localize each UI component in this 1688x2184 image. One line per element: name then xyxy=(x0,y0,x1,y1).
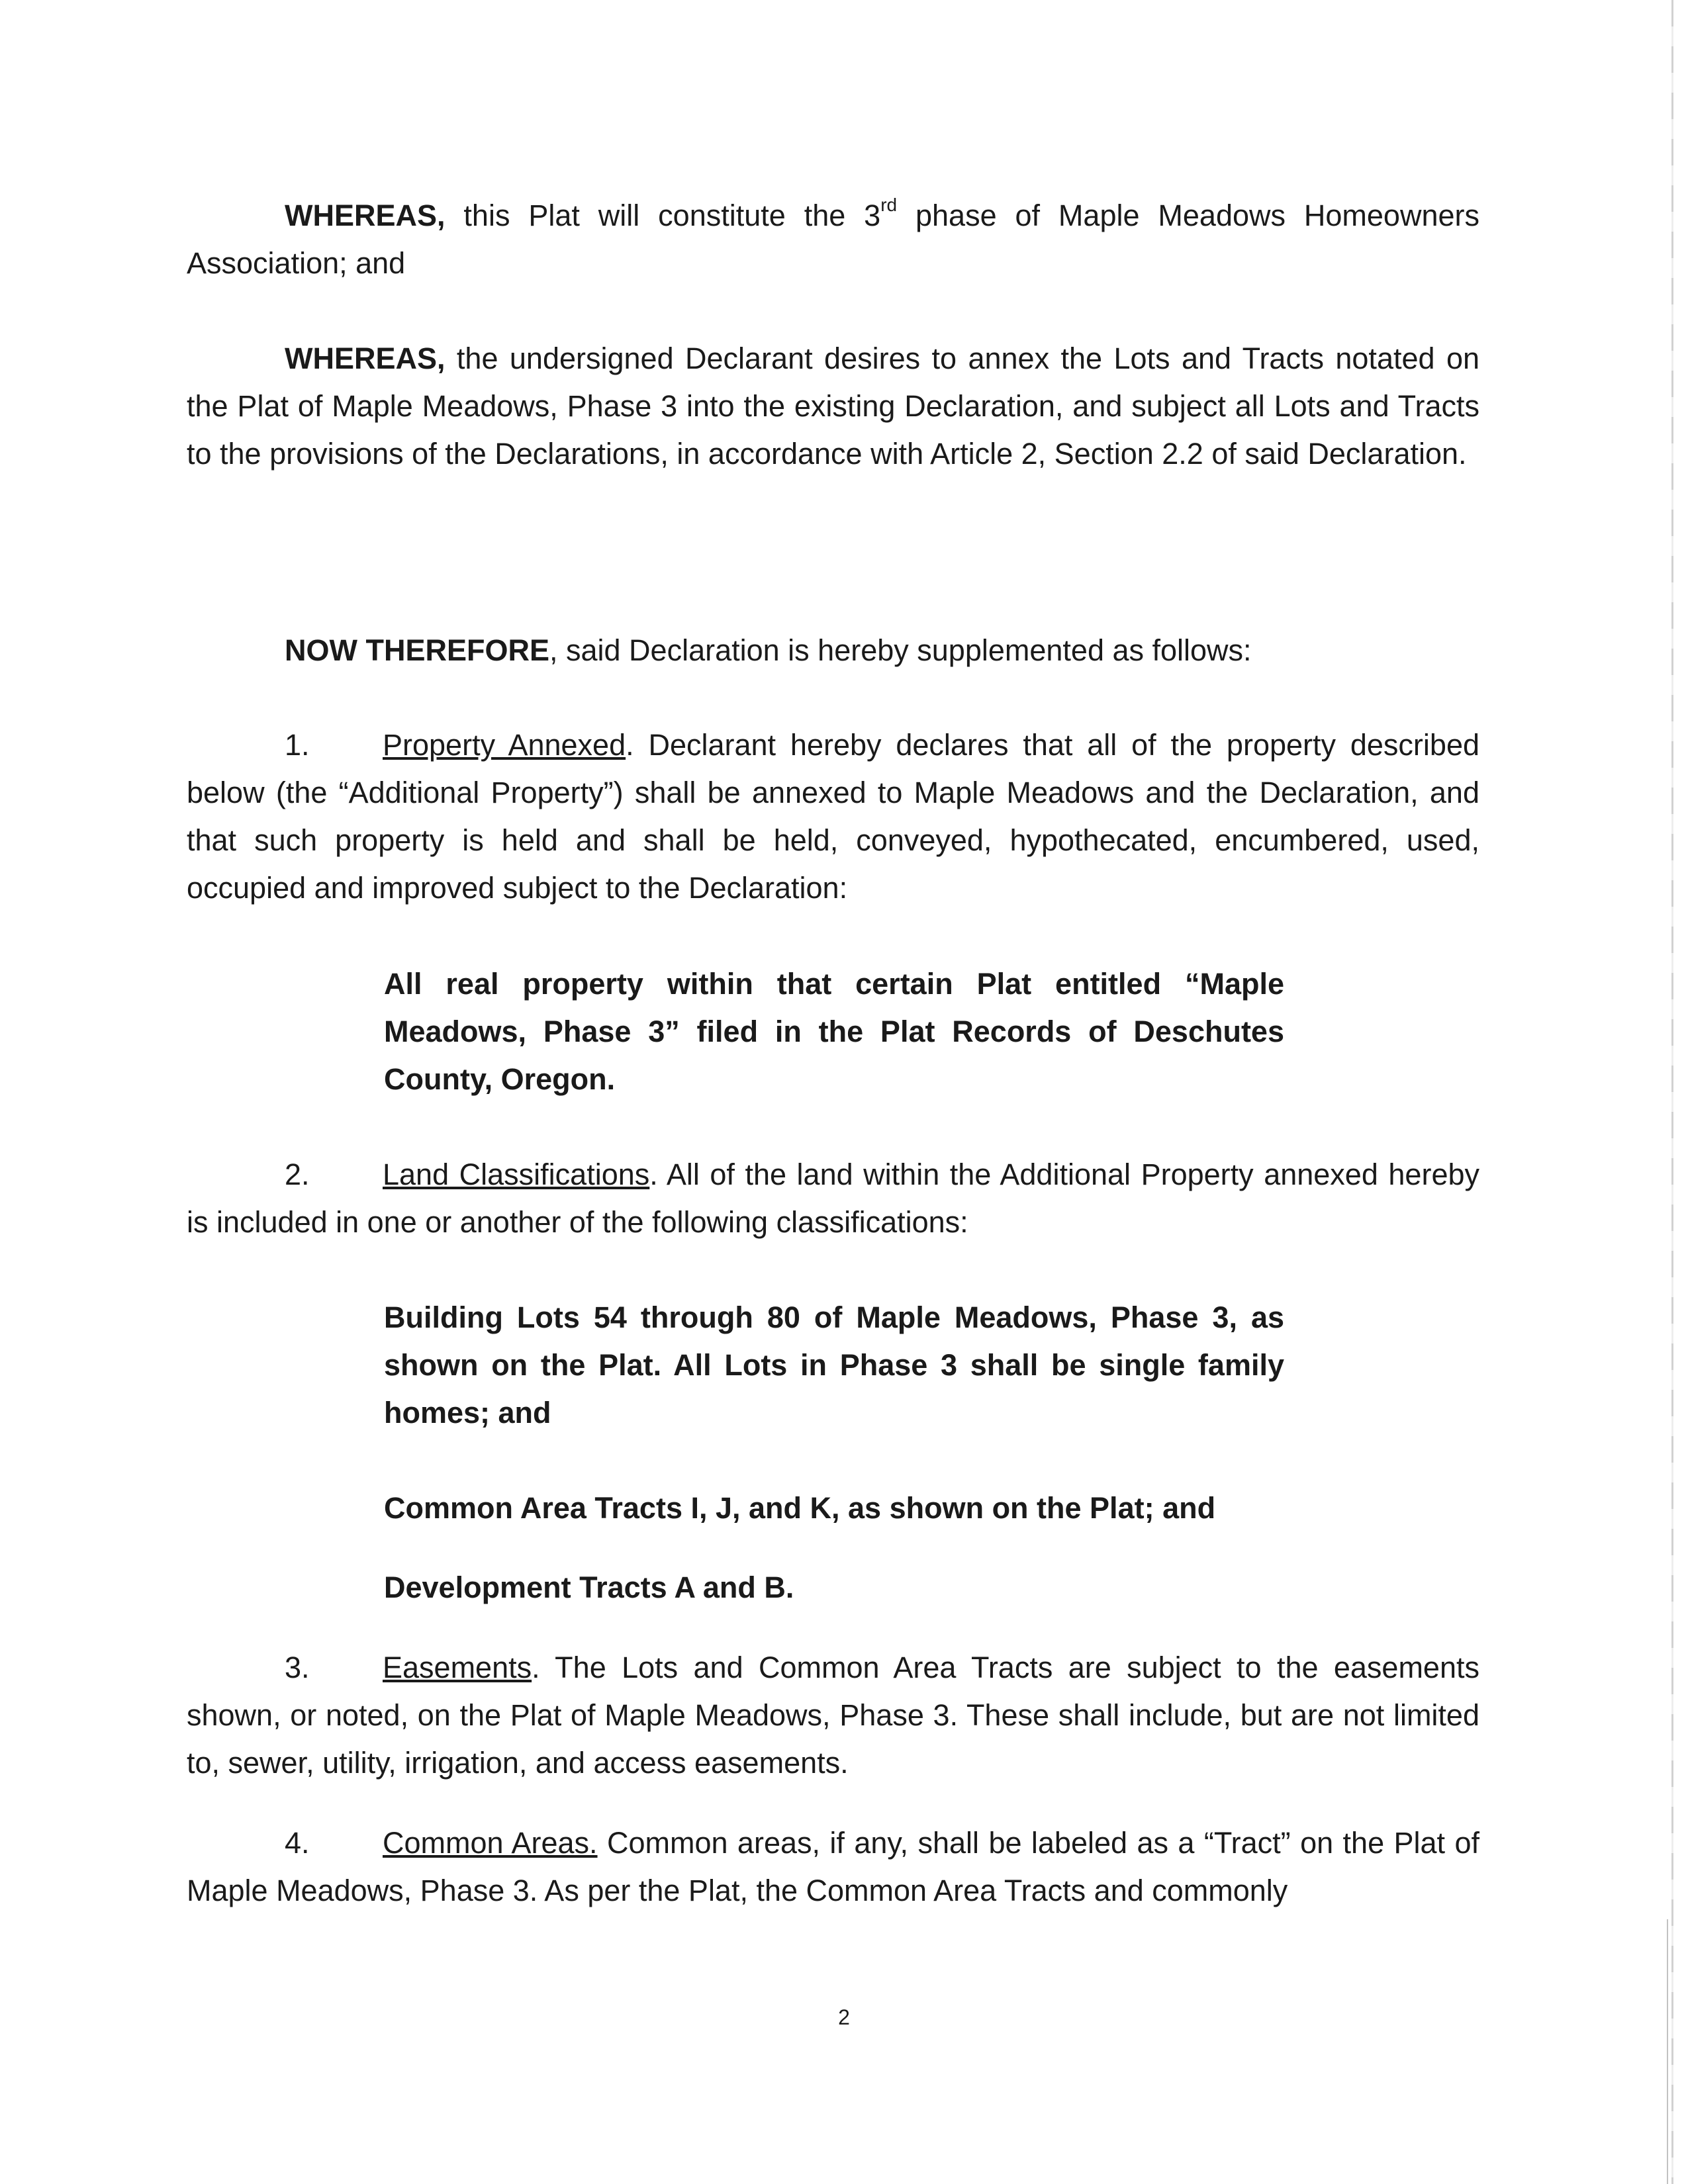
section-number: 4. xyxy=(285,1826,310,1860)
whereas-text-after: phase of Maple Meadows Homeowners Association; and xyxy=(187,199,1479,280)
ordinal-superscript: rd xyxy=(880,195,898,215)
section-number: 3. xyxy=(285,1651,310,1684)
whereas-paragraph-1 xyxy=(187,192,1479,287)
whereas-paragraph-2 xyxy=(187,335,1479,478)
section-heading: Land Classifications xyxy=(383,1158,650,1191)
section-text: . The Lots and Common Area Tracts are subject to the easements shown, or noted, on the Plat of Maple Meadows, Phase 3. These shall include, but are not limited to, sewer, utility, irrigation, and access easements. xyxy=(187,1651,1479,1780)
whereas-lead: WHEREAS, xyxy=(285,199,445,232)
section-4-paragraph xyxy=(187,1819,1479,1915)
whereas-text-before: this Plat will constitute the 3 xyxy=(445,199,881,232)
classification-development-tracts: Development Tracts A and B. xyxy=(384,1570,794,1604)
now-therefore-lead: NOW THEREFORE xyxy=(285,633,549,667)
now-therefore-paragraph xyxy=(187,627,1479,674)
section-1-property-description: All real property within that certain Plat entitled “Maple Meadows, Phase 3” filed in the Plat Records of Deschutes County, Oregon. xyxy=(384,967,1284,1096)
section-heading: Easements xyxy=(383,1651,532,1684)
section-text: . Declarant hereby declares that all of the property described below (the “Additional Property”) shall be annexed to Maple Meadows and the Declaration, and that such property is held and shall be held, conveyed, hypothecated, encumbered, used, occupied and improved subject to the Declaration: xyxy=(187,728,1479,905)
section-2-paragraph xyxy=(187,1151,1479,1246)
scan-edge-artifact-lower xyxy=(1667,1919,1668,2184)
section-number: 2. xyxy=(285,1158,310,1191)
section-text: . All of the land within the Additional Property annexed hereby is included in one or another of the following classifications: xyxy=(187,1158,1479,1239)
section-heading: Property Annexed xyxy=(383,728,626,762)
page-number: 2 xyxy=(838,2005,850,2029)
section-1-paragraph xyxy=(187,721,1479,912)
classification-common-area-tracts: Common Area Tracts I, J, and K, as shown on the Plat; and xyxy=(384,1491,1216,1525)
scan-edge-artifact xyxy=(1671,0,1673,2184)
classification-building-lots: Building Lots 54 through 80 of Maple Meadows, Phase 3, as shown on the Plat. All Lots in Phase 3 shall be single family homes; and xyxy=(384,1300,1284,1430)
whereas-lead: WHEREAS, xyxy=(285,341,445,375)
now-therefore-text: , said Declaration is hereby supplemented as follows: xyxy=(549,633,1252,667)
section-text: Common areas, if any, shall be labeled as a “Tract” on the Plat of Maple Meadows, Phase 3. As per the Plat, the Common Area Tracts and commonly xyxy=(187,1826,1480,1907)
section-number: 1. xyxy=(285,728,310,762)
section-heading: Common Areas. xyxy=(383,1826,598,1860)
whereas-text: the undersigned Declarant desires to annex the Lots and Tracts notated on the Plat of Maple Meadows, Phase 3 into the existing Declaration, and subject all Lots and Tracts to the provisions of the Declarations, in accordance with Article 2, Section 2.2 of said Declaration. xyxy=(187,341,1479,471)
section-3-paragraph xyxy=(187,1644,1479,1787)
